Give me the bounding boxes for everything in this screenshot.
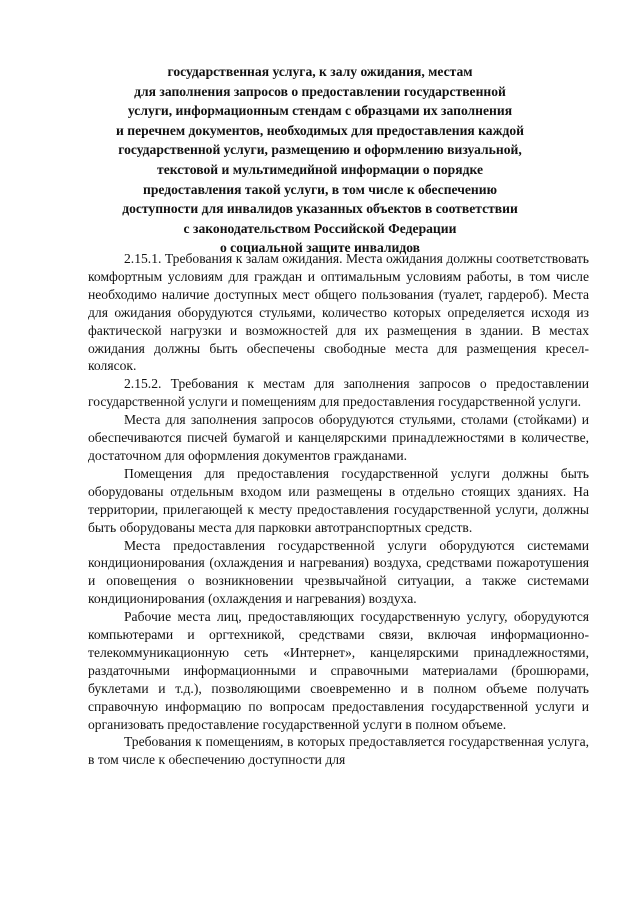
heading-line: и перечнем документов, необходимых для предоставления каждой [116, 122, 524, 138]
section-heading [60, 62, 580, 258]
paragraph-places-equipment: Места для заполнения запросов оборудуются стульями, столами (стойками) и обеспечиваются писчей бумагой и канцелярскими принадлежностями в количестве, достаточном для оформления документов гражданами. [88, 412, 589, 463]
heading-line: текстовой и мультимедийной информации о порядке [157, 161, 483, 177]
paragraph-climate-safety: Места предоставления государственной услуги оборудуются системами кондиционирования (охлаждения и нагревания) воздуха, средствами пожаротушения и оповещения о возникновении чрезвычайной ситуации, а также системами кондиционирования (охлаждения и нагревания) воздуха. [88, 537, 589, 607]
paragraph-premises-entrance: Помещения для предоставления государственной услуги должны быть оборудованы отдельным входом или размещены в отдельно стоящих зданиях. На территории, прилегающей к месту предоставления государственной услуги, должны быть оборудованы места для парковки автотранспортных средств. [88, 465, 589, 535]
document-body [88, 250, 589, 769]
heading-line: для заполнения запросов о предоставлении государственной [134, 83, 506, 99]
heading-line: государственной услуги, размещению и оформлению визуальной, [118, 142, 522, 158]
heading-line: услуги, информационным стендам с образцами их заполнения [127, 103, 513, 119]
heading-line: о социальной защите инвалидов [219, 240, 421, 256]
heading-line: предоставления такой услуги, в том числе к обеспечению [143, 181, 497, 197]
paragraph-waiting-rooms: 2.15.1. Требования к залам ожидания. Места ожидания должны соответствовать комфортным условиям для граждан и оптимальным условиям работы, в том числе необходимо наличие доступных мест общего пользования (туалет, гардероб). Места для ожидания оборудуются стульями, количество которых определяется исходя из фактической нагрузки и возможностей для их размещения в здании. В местах ожидания должны быть обеспечены свободные места для размещения кресел-колясок. [88, 251, 589, 374]
heading-line: доступности для инвалидов указанных объектов в соответствии [122, 201, 518, 217]
paragraph-workplaces: Рабочие места лиц, предоставляющих государственную услугу, оборудуются компьютерами и оргтехникой, средствами связи, включая информационно-телекоммуникационную сеть «Интернет», канцелярскими принадлежностями, раздаточными информационными и справочными материалами (брошюрами, буклетами и т.д.), позволяющими своевременно и в полном объеме получать справочную информацию по вопросам предоставления государственной услуги и организовать предоставление государственной услуги в полном объеме. [88, 609, 589, 732]
paragraph-request-places: 2.15.2. Требования к местам для заполнения запросов о предоставлении государственной услуги и помещениям для предоставления государственной услуги. [88, 376, 589, 410]
heading-line: государственная услуга, к залу ожидания, местам [167, 64, 473, 79]
paragraph-accessibility: Требования к помещениям, в которых предоставляется государственная услуга, в том числе к обеспечению доступности для [88, 734, 589, 768]
heading-line: с законодательством Российской Федерации [183, 220, 457, 236]
